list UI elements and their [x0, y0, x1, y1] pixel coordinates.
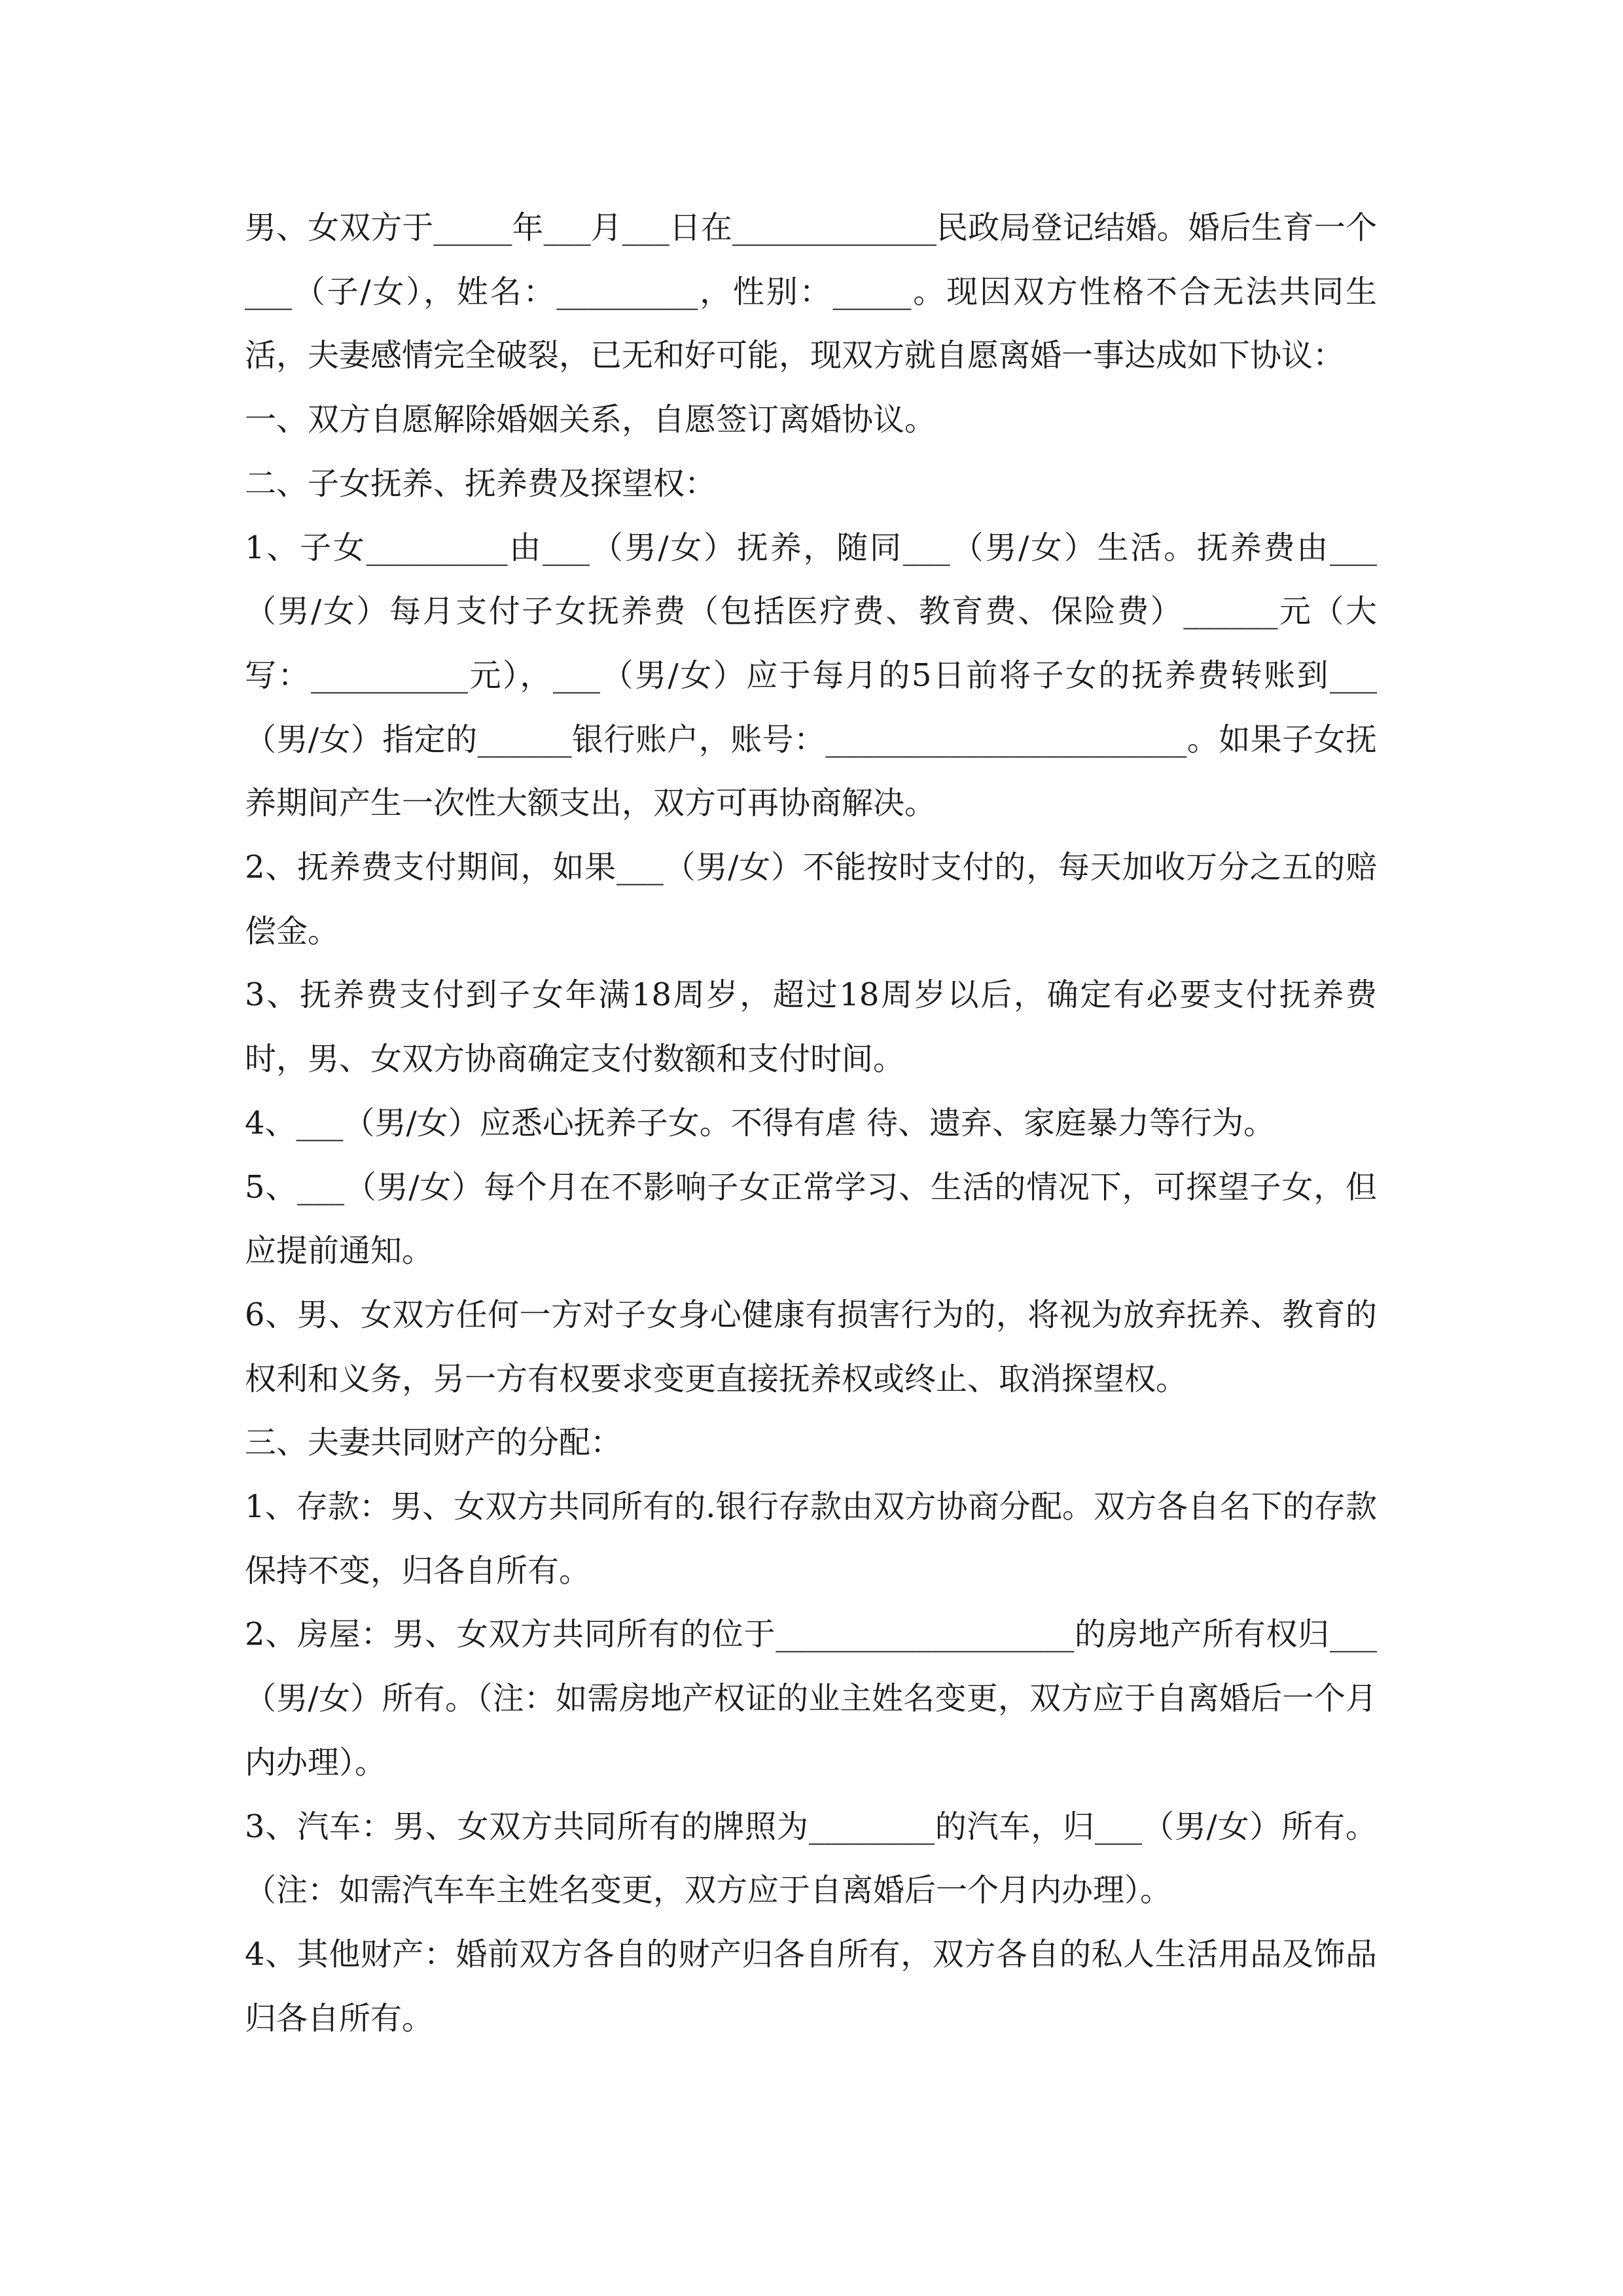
clause-3-3: 3、汽车：男、女双方共同所有的牌照为________的汽车，归___（男/女）所有。（注：如需汽车车主姓名变更，双方应于自离婚后一个月内办理）。 — [245, 1808, 1377, 1909]
clause-2-2: 2、抚养费支付期间，如果___（男/女）不能按时支付的，每天加收万分之五的赔偿金。 — [245, 849, 1377, 950]
section-2-heading: 二、子女抚养、抚养费及探望权： — [245, 465, 717, 502]
clause-2-4: 4、___（男/女）应悉心抚养子女。不得有虐 待、遗弃、家庭暴力等行为。 — [245, 1104, 1275, 1141]
section-1-heading: 一、双方自愿解除婚姻关系，自愿签订离婚协议。 — [245, 401, 936, 439]
clause-2-5: 5、___（男/女）每个月在不影响子女正常学习、生活的情况下，可探望子女，但应提前通知。 — [245, 1168, 1377, 1270]
intro-paragraph: 男、女双方于_____年___月___日在_____________民政局登记结婚。婚后生育一个___（子/女），姓名：_________，性别：_____。现因双方性格不合无法共同生活，夫妻感情完全破裂，已无和好可能，现双方就自愿离婚一事达成如下协议： — [245, 209, 1377, 374]
clause-2-1: 1、子女_________由___（男/女）抚养，随同___（男/女）生活。抚养费由___（男/女）每月支付子女抚养费（包括医疗费、教育费、保险费）______元（大写：__________元），___（男/女）应于每月的5日前将子女的抚养费转账到___（男/女）指定的______银行账户，账号：_______________________。如果子女抚养期间产生一次性大额支出，双方可再协商解决。 — [245, 529, 1377, 822]
clause-2-6: 6、男、女双方任何一方对子女身心健康有损害行为的，将视为放弃抚养、教育的权利和义务，另一方有权要求变更直接抚养权或终止、取消探望权。 — [245, 1296, 1377, 1397]
clause-2-3: 3、抚养费支付到子女年满18周岁，超过18周岁以后，确定有必要支付抚养费时，男、女双方协商确定支付数额和支付时间。 — [245, 977, 1377, 1078]
clause-3-4: 4、其他财产：婚前双方各自的财产归各自所有，双方各自的私人生活用品及饰品归各自所有。 — [245, 1935, 1377, 2037]
clause-3-2: 2、房屋：男、女双方共同所有的位于___________________的房地产所有权归___（男/女）所有。（注：如需房地产权证的业主姓名变更，双方应于自离婚后一个月内办理）。 — [245, 1616, 1377, 1781]
section-3-heading: 三、夫妻共同财产的分配： — [245, 1424, 622, 1462]
clause-3-1: 1、存款：男、女双方共同所有的.银行存款由双方协商分配。双方各自名下的存款保持不变，归各自所有。 — [245, 1488, 1377, 1589]
document-body — [245, 196, 1377, 2051]
